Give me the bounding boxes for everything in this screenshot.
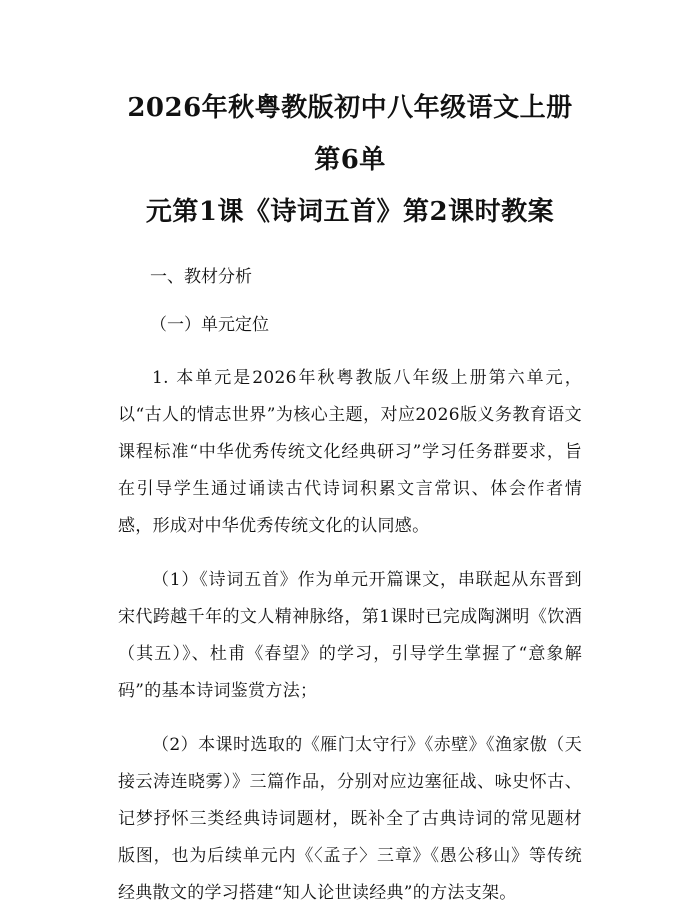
subsection-heading-unit-positioning: （一）单元定位: [150, 315, 269, 335]
title-line-1: 2026年秋粤教版初中八年级语文上册第6单: [127, 93, 573, 175]
document-title: [118, 82, 582, 238]
paragraph-first-lesson-summary: （1）《诗词五首》作为单元开篇课文，串联起从东晋到宋代跨越千年的文人精神脉络，第1课时已完成陶渊明《饮酒（其五）》、杜甫《春望》的学习，引导学生掌握了“意象解码”的基本诗词鉴赏方法；: [118, 570, 582, 701]
title-line-2: 元第1课《诗词五首》第2课时教案: [145, 197, 555, 227]
paragraph-current-lesson-selection: （2）本课时选取的《雁门太守行》《赤壁》《渔家傲（天接云涛连晓雾）》三篇作品，分别对应边塞征战、咏史怀古、记梦抒怀三类经典诗词题材，既补全了古典诗词的常见题材版图，也为后续单元内《〈孟子〉三章》《愚公移山》等传统经典散文的学习搭建“知人论世读经典”的方法支架。: [118, 735, 582, 903]
paragraph-unit-overview: 1. 本单元是2026年秋粤教版八年级上册第六单元，以“古人的情志世界”为核心主题，对应2026版义务教育语文课程标准“中华优秀传统文化经典研习”学习任务群要求，旨在引导学生通过诵读古代诗词积累文言常识、体会作者情感，形成对中华优秀传统文化的认同感。: [118, 368, 582, 536]
section-heading-teaching-material-analysis: 一、教材分析: [150, 267, 252, 287]
